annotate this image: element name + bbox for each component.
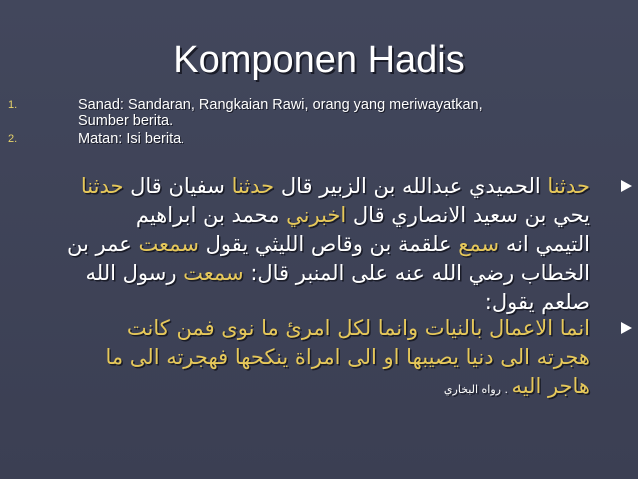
arabic-text: محمد بن ابراهيم	[135, 203, 287, 227]
list-item	[0, 97, 638, 131]
arabic-text: عمر بن	[66, 232, 139, 256]
list-number: 1.	[8, 99, 18, 111]
list-item-text	[78, 97, 618, 129]
list-number: 2.	[8, 133, 18, 145]
arabic-highlight: حدثنا	[231, 174, 275, 198]
list-item-text-line: Sumber berita.	[78, 113, 174, 129]
arabic-text: التيمي انه	[499, 232, 590, 256]
triangle-bullet-icon	[621, 322, 632, 334]
arabic-text: يحي بن سعيد الانصاري قال	[346, 203, 590, 227]
hadith-sanad-text	[30, 172, 590, 317]
list-item-text-line: Sanad: Sandaran, Rangkaian Rawi, orang yang meriwayatkan,	[78, 97, 483, 113]
list-item-text	[78, 131, 618, 149]
arabic-highlight: اخبرني	[286, 203, 347, 227]
numbered-list	[0, 97, 638, 151]
arabic-line: صلعم يقول:	[484, 290, 590, 314]
arabic-highlight: سمعت	[138, 232, 199, 256]
arabic-highlight: سمعت	[183, 261, 244, 285]
arabic-highlight: سمع	[458, 232, 500, 256]
arabic-line	[30, 172, 590, 201]
hadith-matan-text	[30, 314, 590, 401]
list-item-text-dot: .	[181, 135, 184, 146]
arabic-line	[30, 372, 590, 401]
arabic-highlight: حدثنا	[80, 174, 124, 198]
arabic-text: الحميدي عبدالله بن الزبير قال	[274, 174, 548, 198]
arabic-highlight: حدثنا	[547, 174, 590, 198]
arabic-text: الخطاب رضي الله عنه على المنبر قال:	[243, 261, 590, 285]
list-item	[0, 131, 638, 151]
arabic-text: سفيان قال	[123, 174, 232, 198]
arabic-line	[30, 201, 590, 230]
arabic-line	[30, 230, 590, 259]
arabic-highlight: هاجر اليه	[511, 374, 590, 398]
arabic-line: هجرته الى دنيا يصيبها او الى امراة ينكحها فهجرته الى ما	[105, 345, 590, 369]
arabic-text: رسول الله	[85, 261, 184, 285]
arabic-text: علقمة بن وقاص الليثي يقول	[198, 232, 459, 256]
hadith-source: . رواه البخاري	[443, 383, 512, 396]
slide-title: Komponen Hadis	[173, 39, 465, 81]
list-item-text-line: Matan: Isi berita	[78, 131, 182, 147]
arabic-line: انما الاعمال بالنيات وانما لكل امرئ ما نوى فمن كانت	[126, 316, 590, 340]
triangle-bullet-icon	[621, 180, 632, 192]
arabic-line	[30, 259, 590, 288]
